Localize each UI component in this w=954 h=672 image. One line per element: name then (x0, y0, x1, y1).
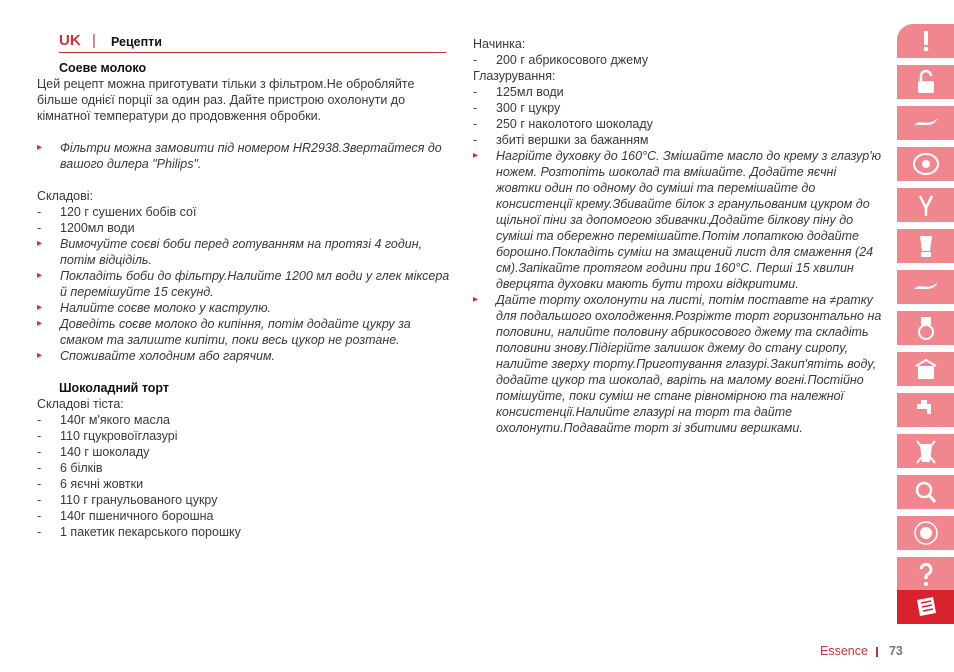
storage-box-icon (911, 356, 941, 382)
juicer-icon (911, 315, 941, 341)
tab-recipes[interactable] (897, 590, 954, 624)
question-icon (911, 561, 941, 587)
ingredient-item: - 120 г сушених бобів сої (37, 204, 452, 220)
soy-note: ▸ Фільтри можна замовити під номером HR2938.Звертайтеся до вашого дилера "Philips". (37, 140, 452, 172)
soy-step: ▸ Споживайте холодним або гарячим. (37, 348, 452, 364)
brand-name: Essence (820, 644, 868, 658)
tab-unpack[interactable] (897, 65, 954, 99)
left-column (37, 60, 452, 540)
soy-step: ▸ Покладіть боби до фільтру.Налийте 1200 мл води у глек міксера й перемішуйте 15 секунд. (37, 268, 452, 300)
ingredient-item: - 250 г наколотого шоколаду (473, 116, 883, 132)
tab-cleaning[interactable] (897, 393, 954, 427)
filling-label: Начинка: (473, 37, 526, 51)
tab-blade-2[interactable] (897, 270, 954, 304)
tab-whisk[interactable] (897, 188, 954, 222)
ingredient-item: - 140 г шоколаду (37, 444, 452, 460)
chapter-tabs (897, 24, 954, 624)
ingredient-item: - 6 білків (37, 460, 452, 476)
cake-step: ▸ Нагрійте духовку до 160°C. Змішайте масло до крему з глазур'ю ножем. Розтопіть шоколад та вмішайте. Додайте яєчні жовтки один по одному до суміші та перемішайте до консистенції крему.Збивайте білок з гранульованим цукром до щільної піни за допомогою збивачки.Додайте білкову піну до суміші та обережно перемішайте.Потім лопаткою додайте борошно.Покладіть суміш на змащений лист для смаження (24 см).Запікайте протягом години при 160°C. Перші 15 хвилин дверцята духовки мають бути трохи відкритими. (473, 148, 883, 292)
right-column (473, 36, 883, 436)
soy-intro: Цей рецепт можна приготувати тільки з фільтром.Не обробляйте більше однієї порції за один раз. Дайте пристрою охолонути до кімнатної температури до продовження обробки. (37, 77, 415, 123)
blade-icon (911, 274, 941, 300)
tab-juicer[interactable] (897, 311, 954, 345)
tap-icon (911, 397, 941, 423)
soy-step: ▸ Вимочуйте соєві боби перед готуванням на протязі 4 годин, потім відціділь. (37, 236, 452, 268)
recipe-book-icon (911, 594, 941, 620)
ingredient-item: - 300 г цукру (473, 100, 883, 116)
tab-blender[interactable] (897, 229, 954, 263)
chocolate-cake-title: Шоколадний торт (59, 381, 170, 395)
ingredient-item: - 110 г гранульованого цукру (37, 492, 452, 508)
dough-label: Складові тіста: (37, 397, 124, 411)
tab-troubleshooting[interactable] (897, 475, 954, 509)
ingredient-item: - 140г м'якого масла (37, 412, 452, 428)
magnifier-icon (911, 479, 941, 505)
page-footer (820, 644, 903, 658)
tab-disc[interactable] (897, 147, 954, 181)
tab-faq[interactable] (897, 557, 954, 591)
tab-environment[interactable] (897, 434, 954, 468)
page-header (59, 32, 446, 53)
unlock-icon (911, 69, 941, 95)
soy-step: ▸ Доведіть соєве молоко до кипіння, потім додайте цукру за смаком та залиште кипіти, поки весь цукор не розтане. (37, 316, 452, 348)
soy-step: ▸ Налийте соєве молоко у каструлю. (37, 300, 452, 316)
soy-milk-title: Соеве молоко (59, 61, 147, 75)
blade-icon (911, 110, 941, 136)
soy-ingredients-label: Складові: (37, 189, 94, 203)
footer-divider (876, 647, 878, 657)
ingredient-item: - 110 гцукровоїглазурі (37, 428, 452, 444)
globe-guarantee-icon (911, 520, 941, 546)
tab-important[interactable] (897, 24, 954, 58)
ingredient-item: - 140г пшеничного борошна (37, 508, 452, 524)
ingredient-item: - 6 яєчні жовтки (37, 476, 452, 492)
ingredient-item: - 125мл води (473, 84, 883, 100)
tab-storage[interactable] (897, 352, 954, 386)
ingredient-item: - 1200мл води (37, 220, 452, 236)
blender-jug-icon (911, 233, 941, 259)
glaze-label: Глазурування: (473, 69, 556, 83)
ingredient-item: - 1 пакетик пекарського порошку (37, 524, 452, 540)
recycle-bin-icon (911, 438, 941, 464)
whisk-icon (911, 192, 941, 218)
section-title: Рецепти (111, 35, 162, 49)
tab-blade[interactable] (897, 106, 954, 140)
header-separator: | (92, 32, 96, 49)
page-number: 73 (888, 644, 903, 658)
disc-icon (911, 151, 941, 177)
ingredient-item: - збиті вершки за бажанням (473, 132, 883, 148)
cake-step: ▸ Дайте торту охолонути на листі, потім поставте на ≠ратку для подальшого охолодження.Розріжте торт горизонтально на половини, налийте половину абрикосового джему та складіть половини знову.Підігрійте залишок джему до стану сиропу, налийте зверху торту.Приготування глазурі.Закип'ятіть воду, додайте цукор та шоколад, варіть на малому вогні.Постійно помішуйте, поки суміш не стане рівномірною та належної консистенції.Налийте глазурі на торт та дайте охолонути.Подавайте торт зі збитими вершками. (473, 292, 883, 436)
ingredient-item: - 200 г абрикосового джему (473, 52, 883, 68)
exclamation-icon (911, 28, 941, 54)
tab-guarantee[interactable] (897, 516, 954, 550)
language-code: UK (59, 32, 81, 49)
